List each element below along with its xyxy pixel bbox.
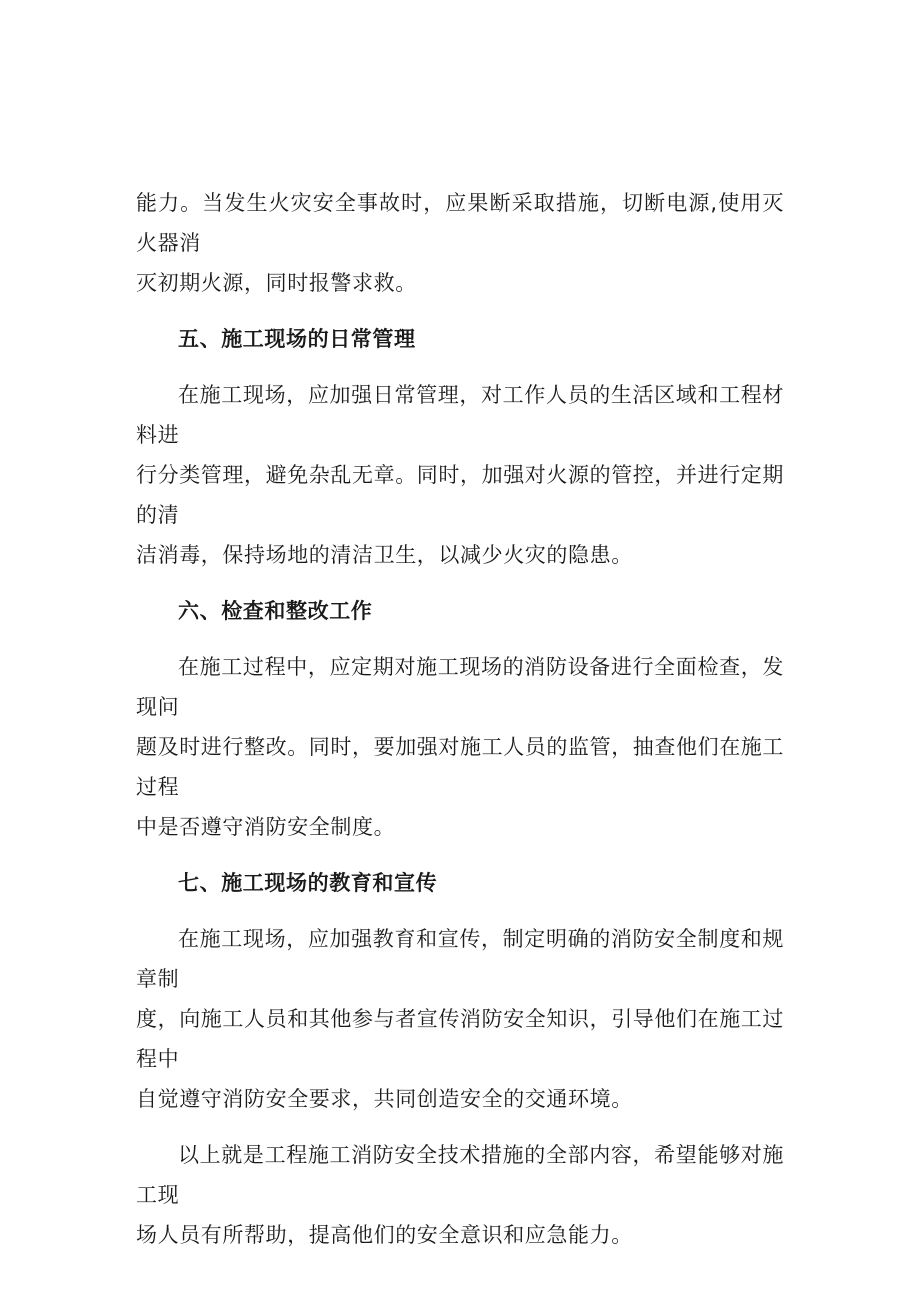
section-heading-6: 六、检查和整改工作 xyxy=(178,599,373,623)
document-body xyxy=(136,183,784,1271)
section-heading-5: 五、施工现场的日常管理 xyxy=(178,327,416,351)
conclusion-paragraph: 以上就是工程施工消防安全技术措施的全部内容，希望能够对施工现 场人员有所帮助，提高他们的安全意识和应急能力。 xyxy=(136,1143,784,1247)
continuation-paragraph: 能力。当发生火灾安全事故时，应果断采取措施，切断电源,使用灭火器消 灭初期火源，同时报警求救。 xyxy=(136,191,784,295)
section-paragraph-7: 在施工现场，应加强教育和宣传，制定明确的消防安全制度和规章制 度，向施工人员和其他参与者宣传消防安全知识，引导他们在施工过程中 自觉遵守消防安全要求，共同创造安全的交通环境。 xyxy=(136,927,784,1111)
section-heading-7: 七、施工现场的教育和宣传 xyxy=(178,871,438,895)
section-paragraph-5: 在施工现场，应加强日常管理，对工作人员的生活区域和工程材料进 行分类管理，避免杂乱无章。同时，加强对火源的管控，并进行定期的清 洁消毒，保持场地的清洁卫生，以减少火灾的隐患。 xyxy=(136,383,784,567)
section-paragraph-6: 在施工过程中，应定期对施工现场的消防设备进行全面检查，发现问 题及时进行整改。同时，要加强对施工人员的监管，抽查他们在施工过程 中是否遵守消防安全制度。 xyxy=(136,655,784,839)
